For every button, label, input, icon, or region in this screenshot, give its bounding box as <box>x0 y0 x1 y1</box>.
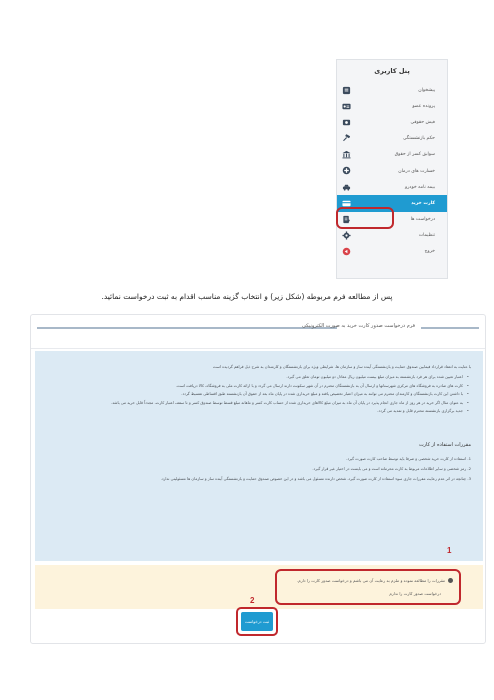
menu-item-requests[interactable] <box>337 212 447 228</box>
menu-item-settings[interactable] <box>337 228 447 244</box>
terms-bullet: • کارت های صادره به فروشگاه های مرکزی شهرستانها و ارسال آن به بازنشستگان محترم در آن شهر سکونت دارند ارسال می گردد و با ارائه کارت ملی به فروشگاه، کالا دریافت است. <box>47 382 463 391</box>
menu-item-dashboard[interactable] <box>337 82 447 98</box>
rule-item: 3. چنانچه در اثر عدم رعایت مقررات جاری سوء استفاده از کارت صورت گیرد، شخص دارنده مسئول می باشد و در این خصوص صندوق حمایت و بازنشستگی آینده ساز و سازمان ها مسئولیتی ندارد. <box>160 475 471 481</box>
dashboard-icon <box>342 86 351 95</box>
rule-item: 2. رمز شخصی و سایر اطلاعات مربوط به کارت محرمانه است و می بایست در اختیار غیر قرار گیرد. <box>312 465 471 471</box>
rule-item: 1. استفاده از کارت خرید شخصی و صرفا باید توسط صاحب کارت صورت گیرد. <box>346 455 471 461</box>
accept-option[interactable] <box>297 578 453 583</box>
menu-item-label: خسارت های درمان <box>398 168 435 174</box>
menu-item-label: بیمه نامه خودرو <box>404 184 435 190</box>
menu-item-label: خروج <box>424 249 435 255</box>
terms-bullet: • با داشتن این کارت بازنشستگان و کارمندان محترم می توانند به میزان اعتبار تخصیص یافته و مبلغ خریداری شده در پایان ماه بعد از حقوق آن بازنشسته طبق اقساطی تقسیط گردد. <box>47 390 463 399</box>
decline-option[interactable]: درخواست صدور کارت را ندارم <box>389 591 441 596</box>
step-marker-2: 2 <box>250 596 255 605</box>
panel-menu <box>337 82 447 260</box>
submit-request-button[interactable]: ثبت درخواست <box>241 612 273 631</box>
menu-item-label: کارت خرید <box>411 200 435 206</box>
menu-item-label: درخواست ها <box>410 217 435 223</box>
terms-intro: با عنایت به انعقاد قرارداد فیمابین صندوق حمایت و بازنشستگی آینده ساز و سازمان ها، شرایطی ویژه برای بازنشستگان و کارمندان به شرح ذیل فراهم گردیده است <box>213 364 471 369</box>
terms-bullets <box>47 373 471 416</box>
form-title: فرم درخواست صدور کارت خرید به صورت الکترونیکی <box>302 323 415 329</box>
menu-item-label: حکم بازنشستگی <box>402 136 435 142</box>
logout-icon <box>342 247 351 256</box>
bank-icon <box>342 150 351 159</box>
radio-selected-icon[interactable] <box>448 578 453 583</box>
terms-bullet: • جدید برگزاری بازنشسته محترم قابل و تمدید می گردد. <box>47 407 463 416</box>
header-divider <box>421 327 479 329</box>
rules-title: مقررات استفاده از کارت <box>418 441 471 448</box>
menu-item-payslip[interactable] <box>337 114 447 130</box>
gear-icon <box>342 231 351 240</box>
menu-item-label: پرونده عضو <box>412 103 435 109</box>
card-icon <box>342 199 351 208</box>
menu-item-member-file[interactable] <box>337 98 447 114</box>
terms-notice <box>35 351 483 561</box>
car-icon <box>342 183 351 192</box>
menu-item-purchase-card[interactable] <box>337 195 447 211</box>
header-divider <box>37 327 337 329</box>
acceptance-options <box>35 565 483 609</box>
terms-bullet: • به عنوان مثال اگر خرید در هر روز از ماه جاری انجام پذیرد در پایان آن ماه به میزان مبلغ کالاهای خریداری شده از حساب کارت کسر و ماهانه مبلغ قسط توسط صندوق کسر و تا سقف اعتبار کارت، مجدداً قابل خرید می باشد. <box>47 399 463 408</box>
menu-item-retirement-order[interactable] <box>337 131 447 147</box>
form-header <box>31 315 485 349</box>
gavel-icon <box>342 134 351 143</box>
menu-item-label: تنظیمات <box>418 233 435 239</box>
menu-item-deductions[interactable] <box>337 147 447 163</box>
instruction-caption: پس از مطالعه فرم مربوطه (شکل زیر) و انتخاب گزینه مناسب اقدام به ثبت درخواست نمائید. <box>101 292 393 301</box>
step-marker-1: 1 <box>447 546 452 555</box>
purchase-card-request-form <box>30 314 486 644</box>
highlight-ring-options <box>275 569 461 605</box>
menu-item-label: پیشخوان <box>418 87 435 93</box>
menu-item-medical-claims[interactable] <box>337 163 447 179</box>
user-panel-sidebar <box>336 59 448 279</box>
payslip-icon <box>342 118 351 127</box>
menu-item-car-insurance[interactable] <box>337 179 447 195</box>
menu-item-label: فیش حقوقی <box>410 119 435 125</box>
id-card-icon <box>342 102 351 111</box>
menu-item-logout[interactable] <box>337 244 447 260</box>
terms-bullet: • اعتبار تعیین شده برای هر فرد بازنشسته به میزان مبلغ بیست میلیون ریال معادل دو میلیون تومان تعلق می گیرد. <box>47 373 463 382</box>
menu-item-label: سوابق کسر از حقوق <box>394 152 435 158</box>
request-icon <box>342 215 351 224</box>
accept-option-label: مقررات را مطالعه نموده و ملزم به رعایت آن می باشم و درخواست صدور کارت را دارم. <box>296 578 445 583</box>
panel-title: پنل کاربری <box>374 67 410 75</box>
medical-icon <box>342 166 351 175</box>
